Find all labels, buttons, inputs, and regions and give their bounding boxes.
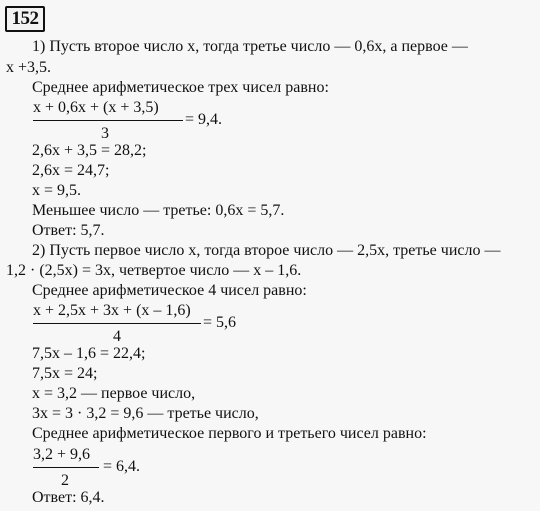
text-line-6: 2,6x = 24,7; [32, 162, 110, 179]
text-line-1: 1) Пусть второе число x, тогда третье число — 0,6x, а первое — [32, 38, 468, 55]
text-line-9: Ответ: 5,7. [32, 222, 105, 239]
text-line-16: x = 3,2 — первое число, [32, 385, 196, 402]
text-line-20: Ответ: 6,4. [32, 489, 105, 506]
text-line-10: 2) Пусть первое число x, тогда второе число — 2,5x, третье число — [32, 242, 501, 259]
fraction-bar [33, 323, 201, 324]
fraction-result: = 6,4. [103, 458, 141, 475]
text-line-15: 7,5x = 24; [32, 365, 98, 382]
problem-number-badge: 152 [5, 6, 45, 32]
text-line-18: Среднее арифметическое первого и третьего чисел равно: [32, 425, 427, 442]
text-line-7: x = 9,5. [32, 182, 82, 199]
fraction-numerator: 3,2 + 9,6 [33, 446, 91, 463]
fraction-result: = 5,6 [203, 314, 237, 331]
text-line-2: x +3,5. [6, 59, 52, 76]
fraction-bar [33, 120, 183, 121]
text-line-14: 7,5x – 1,6 = 22,4; [32, 345, 146, 362]
text-line-17: 3x = 3 · 3,2 = 9,6 — третье число, [32, 405, 259, 422]
fraction-result: = 9,4. [185, 111, 223, 128]
fraction-denominator: 2 [61, 472, 69, 489]
fraction-numerator: x + 0,6x + (x + 3,5) [33, 99, 159, 116]
text-line-11: 1,2 · (2,5x) = 3x, четвертое число — x – 1,6. [6, 262, 302, 279]
fraction-bar [33, 467, 99, 468]
text-line-8: Меньшее число — третье: 0,6x = 5,7. [32, 202, 285, 219]
fraction-denominator: 3 [101, 125, 109, 142]
text-line-3: Среднее арифметическое трех чисел равно: [32, 79, 329, 96]
fraction-numerator: x + 2,5x + 3x + (x – 1,6) [33, 302, 191, 319]
text-line-12: Среднее арифметическое 4 чисел равно: [32, 282, 307, 299]
text-line-5: 2,6x + 3,5 = 28,2; [32, 142, 147, 159]
fraction-denominator: 4 [113, 328, 121, 345]
